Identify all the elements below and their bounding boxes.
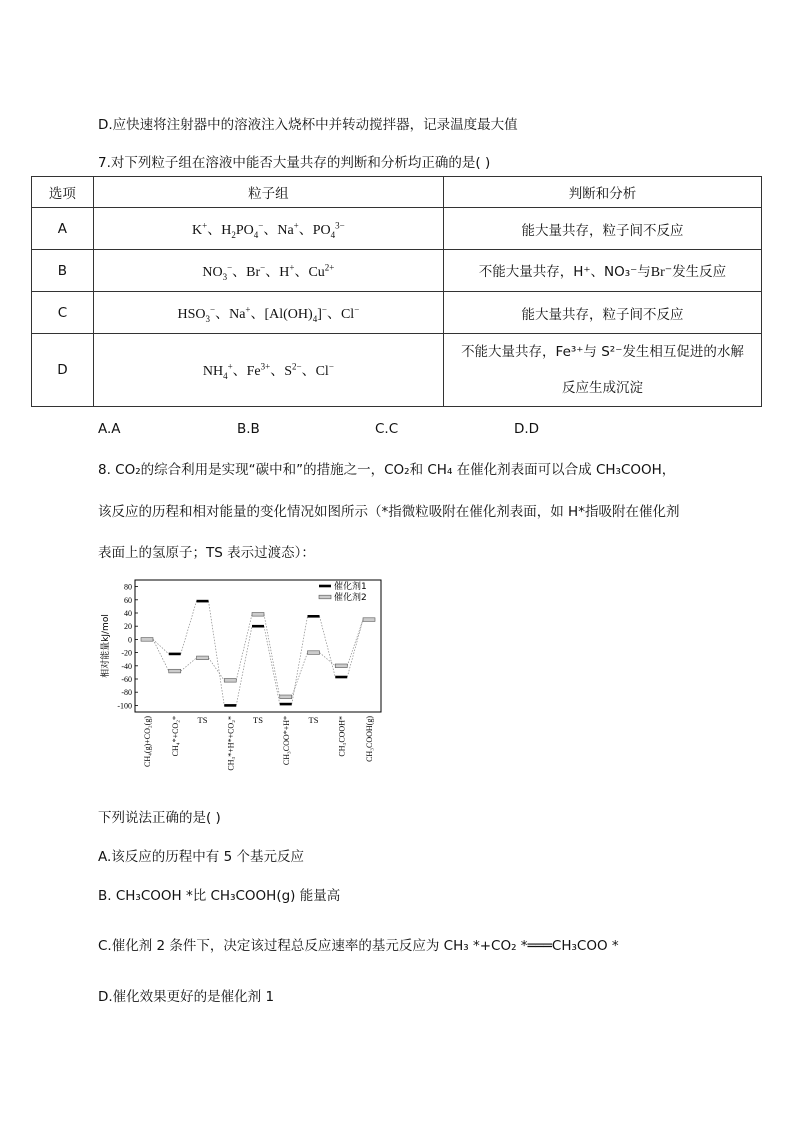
level-mark-cat1 (252, 625, 264, 628)
y-axis-label: 相对能量kJ/mol (101, 614, 111, 678)
y-tick-label: 60 (124, 595, 132, 605)
col-header-option: 选项 (32, 177, 94, 208)
y-tick-label: 40 (124, 609, 132, 618)
q8-stem-line3: 表面上的氢原子；TS 表示过渡态）： (98, 545, 315, 561)
level-mark-cat1 (308, 615, 320, 618)
col-header-analysis: 判断和分析 (443, 177, 761, 208)
series-connector (347, 620, 363, 677)
y-tick-label: -100 (117, 701, 132, 711)
level-mark-cat1 (224, 704, 236, 707)
x-tick-label: TS (308, 715, 319, 725)
series-connector (153, 639, 169, 671)
row-analysis: 不能大量共存，H⁺、NO₃⁻与Br⁻发生反应 (443, 250, 761, 292)
series-connector (153, 639, 169, 654)
row-analysis: 能大量共存，粒子间不反应 (443, 292, 761, 334)
x-tick-label: CH₄*+CO₂* (170, 716, 180, 757)
series-connector (181, 601, 197, 654)
choice-a[interactable]: A.A (98, 421, 121, 437)
row-option: C (32, 292, 94, 334)
row-option: B (32, 250, 94, 292)
series-connector (264, 626, 280, 704)
table-row (32, 250, 762, 292)
x-tick-label: CH₄(g)+CO₂(g) (143, 716, 152, 767)
q8-option-c[interactable]: C.催化剂 2 条件下，决定该过程总反应速率的基元反应为 CH₃ *+CO₂ *═══CH₃COO * (98, 938, 619, 954)
x-tick-label: TS (197, 715, 208, 725)
particle-group-c: $HSO_3^-$、Na+、$[Al(OH)_4]^-$、Cl− (93, 292, 443, 334)
col-header-particles: 粒子组 (93, 177, 443, 208)
level-mark-cat2 (141, 638, 153, 642)
x-tick-label: CH₃*+H*+CO₂* (226, 716, 236, 771)
y-tick-label: -40 (121, 661, 132, 671)
row-option: D (32, 334, 94, 407)
level-mark-cat1 (197, 600, 209, 603)
particle-group-a: K+、$H_2PO_4^-$、Na+、$PO_4^{3-}$ (93, 208, 443, 250)
x-tick-label: TS (253, 715, 263, 725)
legend-label: 催化剂1 (334, 582, 367, 592)
series-connector (320, 653, 336, 666)
y-tick-label: -80 (121, 688, 132, 698)
series-connector (209, 601, 225, 705)
q6-option-d: D.应快速将注射器中的溶液注入烧杯中并转动搅拌器，记录温度最大值 (98, 117, 518, 133)
table-row (32, 292, 762, 334)
y-tick-label: 0 (128, 635, 132, 645)
q8-stem-line1: 8. CO₂的综合利用是实现“碳中和”的措施之一，CO₂和 CH₄ 在催化剂表面可以合成 CH₃COOH， (98, 462, 676, 478)
level-mark-cat2 (169, 669, 181, 673)
q8-option-a[interactable]: A.该反应的历程中有 5 个基元反应 (98, 849, 304, 865)
row-analysis: 能大量共存，粒子间不反应 (443, 208, 761, 250)
q8-question: 下列说法正确的是( ) (98, 810, 221, 826)
series-connector (236, 614, 252, 680)
table-row (32, 334, 762, 407)
y-tick-label: 80 (124, 582, 132, 592)
level-mark-cat2 (363, 618, 375, 622)
level-mark-cat2 (308, 651, 320, 655)
row-option: A (32, 208, 94, 250)
series-connector (181, 658, 197, 671)
y-tick-label: -60 (121, 675, 132, 684)
series-connector (209, 658, 225, 680)
table-row (32, 208, 762, 250)
choice-d[interactable]: D.D (514, 421, 540, 437)
level-mark-cat2 (224, 679, 236, 683)
series-connector (347, 620, 363, 666)
legend-swatch (319, 595, 331, 599)
level-mark-cat2 (335, 664, 347, 668)
series-connector (236, 626, 252, 705)
energy-profile-chart (98, 572, 398, 782)
level-mark-cat2 (197, 656, 209, 660)
y-tick-label: -20 (121, 648, 132, 658)
level-mark-cat1 (280, 703, 292, 706)
legend-swatch (319, 585, 331, 588)
level-mark-cat2 (280, 695, 292, 699)
series-connector (264, 614, 280, 697)
legend-label: 催化剂2 (334, 593, 367, 603)
q7-stem: 7.对下列粒子组在溶液中能否大量共存的判断和分析均正确的是( ) (98, 155, 491, 171)
q7-table (31, 176, 762, 407)
x-tick-label: CH₃COOH* (337, 716, 347, 757)
y-tick-label: 20 (124, 622, 132, 632)
particle-group-d: $NH_4^+$、$Fe^{3+}$、$S^{2-}$、Cl− (93, 334, 443, 407)
particle-group-b: $NO_3^-$、Br−、H+、$Cu^{2+}$ (93, 250, 443, 292)
level-mark-cat1 (335, 676, 347, 679)
q8-option-b[interactable]: B. CH₃COOH *比 CH₃COOH(g) 能量高 (98, 888, 341, 904)
row-analysis: 不能大量共存，Fe³⁺与 S²⁻发生相互促进的水解 反应生成沉淀 (443, 334, 761, 407)
x-tick-label: CH₃COO*+H* (281, 716, 291, 766)
q8-stem-line2: 该反应的历程和相对能量的变化情况如图所示（*指微粒吸附在催化剂表面，如 H*指吸附在催化剂 (98, 504, 680, 520)
level-mark-cat2 (252, 613, 264, 617)
choice-b[interactable]: B.B (237, 421, 260, 437)
q8-option-d[interactable]: D.催化效果更好的是催化剂 1 (98, 989, 275, 1005)
level-mark-cat1 (169, 653, 181, 656)
choice-c[interactable]: C.C (375, 421, 399, 437)
series-connector (320, 616, 336, 677)
x-tick-label: CH₃COOH(g) (365, 716, 374, 762)
